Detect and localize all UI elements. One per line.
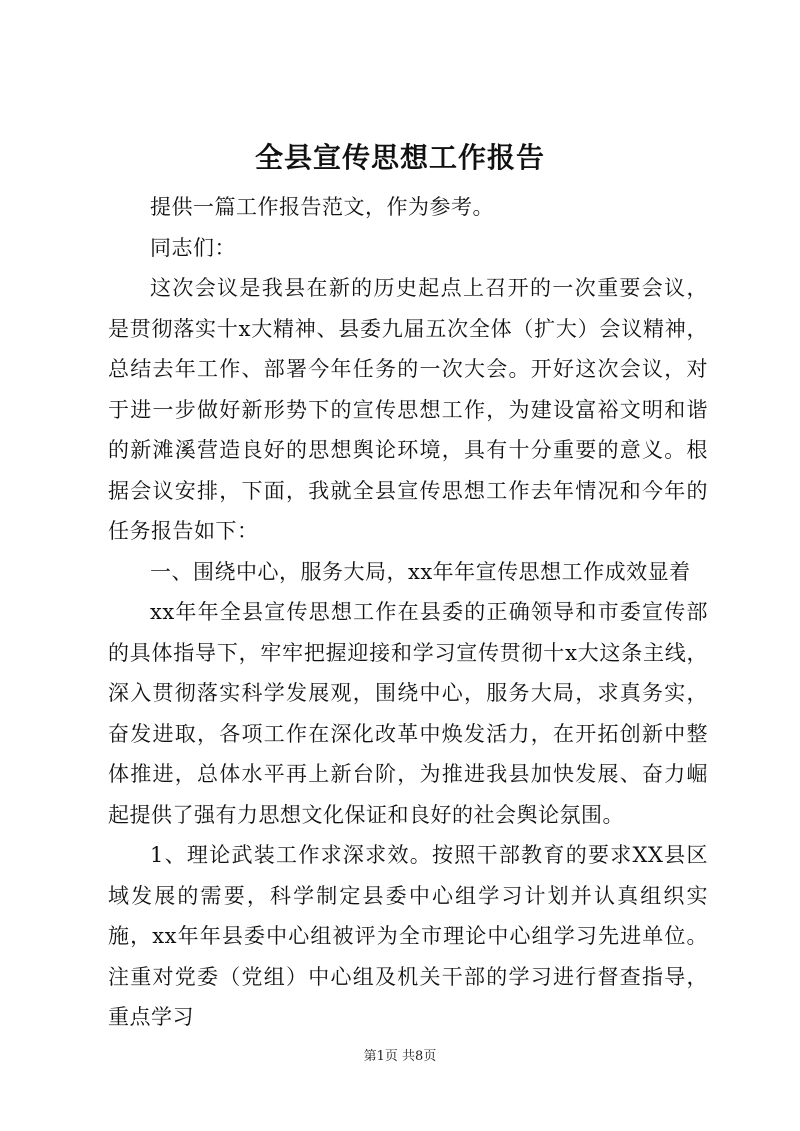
summary-paragraph: xx年年全县宣传思想工作在县委的正确领导和市委宣传部的具体指导下，牢牢把握迎接和学习宣传贯彻十x大这条主线，深入贯彻落实科学发展观，围绕中心，服务大局，求真务实，奋发进取，各项工作在深化改革中焕发活力，在开拓创新中整体推进，总体水平再上新台阶，为推进我县加快发展、奋力崛起提供了强有力思想文化保证和良好的社会舆论氛围。	[108, 600, 708, 827]
intro-paragraph: 提供一篇工作报告范文，作为参考。	[150, 195, 494, 219]
page-number-footer: 第1页 共8页	[363, 1049, 437, 1064]
document-title: 全县宣传思想工作报告	[254, 141, 545, 174]
opening-paragraph: 这次会议是我县在新的历史起点上召开的一次重要会议，是贯彻落实十x大精神、县委九届五次全体（扩大）会议精神，总结去年工作、部署今年任务的一次大会。开好这次会议，对于进一步做好新形势下的宣传思想工作，为建设富裕文明和谐的新滩溪营造良好的思想舆论环境，具有十分重要的意义。根据会议安排，下面，我就全县宣传思想工作去年情况和今年的任务报告如下：	[108, 276, 708, 543]
document-body	[108, 187, 708, 1038]
section-heading-1: 一、围绕中心，服务大局，xx年年宣传思想工作成效显着	[150, 559, 691, 584]
theory-paragraph: 1、理论武装工作求深求效。按照干部教育的要求XX县区域发展的需要，科学制定县委中心组学习计划并认真组织实施，xx年年县委中心组被评为全市理论中心组学习先进单位。注重对党委（党组）中心组及机关干部的学习进行督查指导，重点学习	[108, 843, 708, 1029]
salutation-paragraph: 同志们：	[150, 235, 236, 260]
